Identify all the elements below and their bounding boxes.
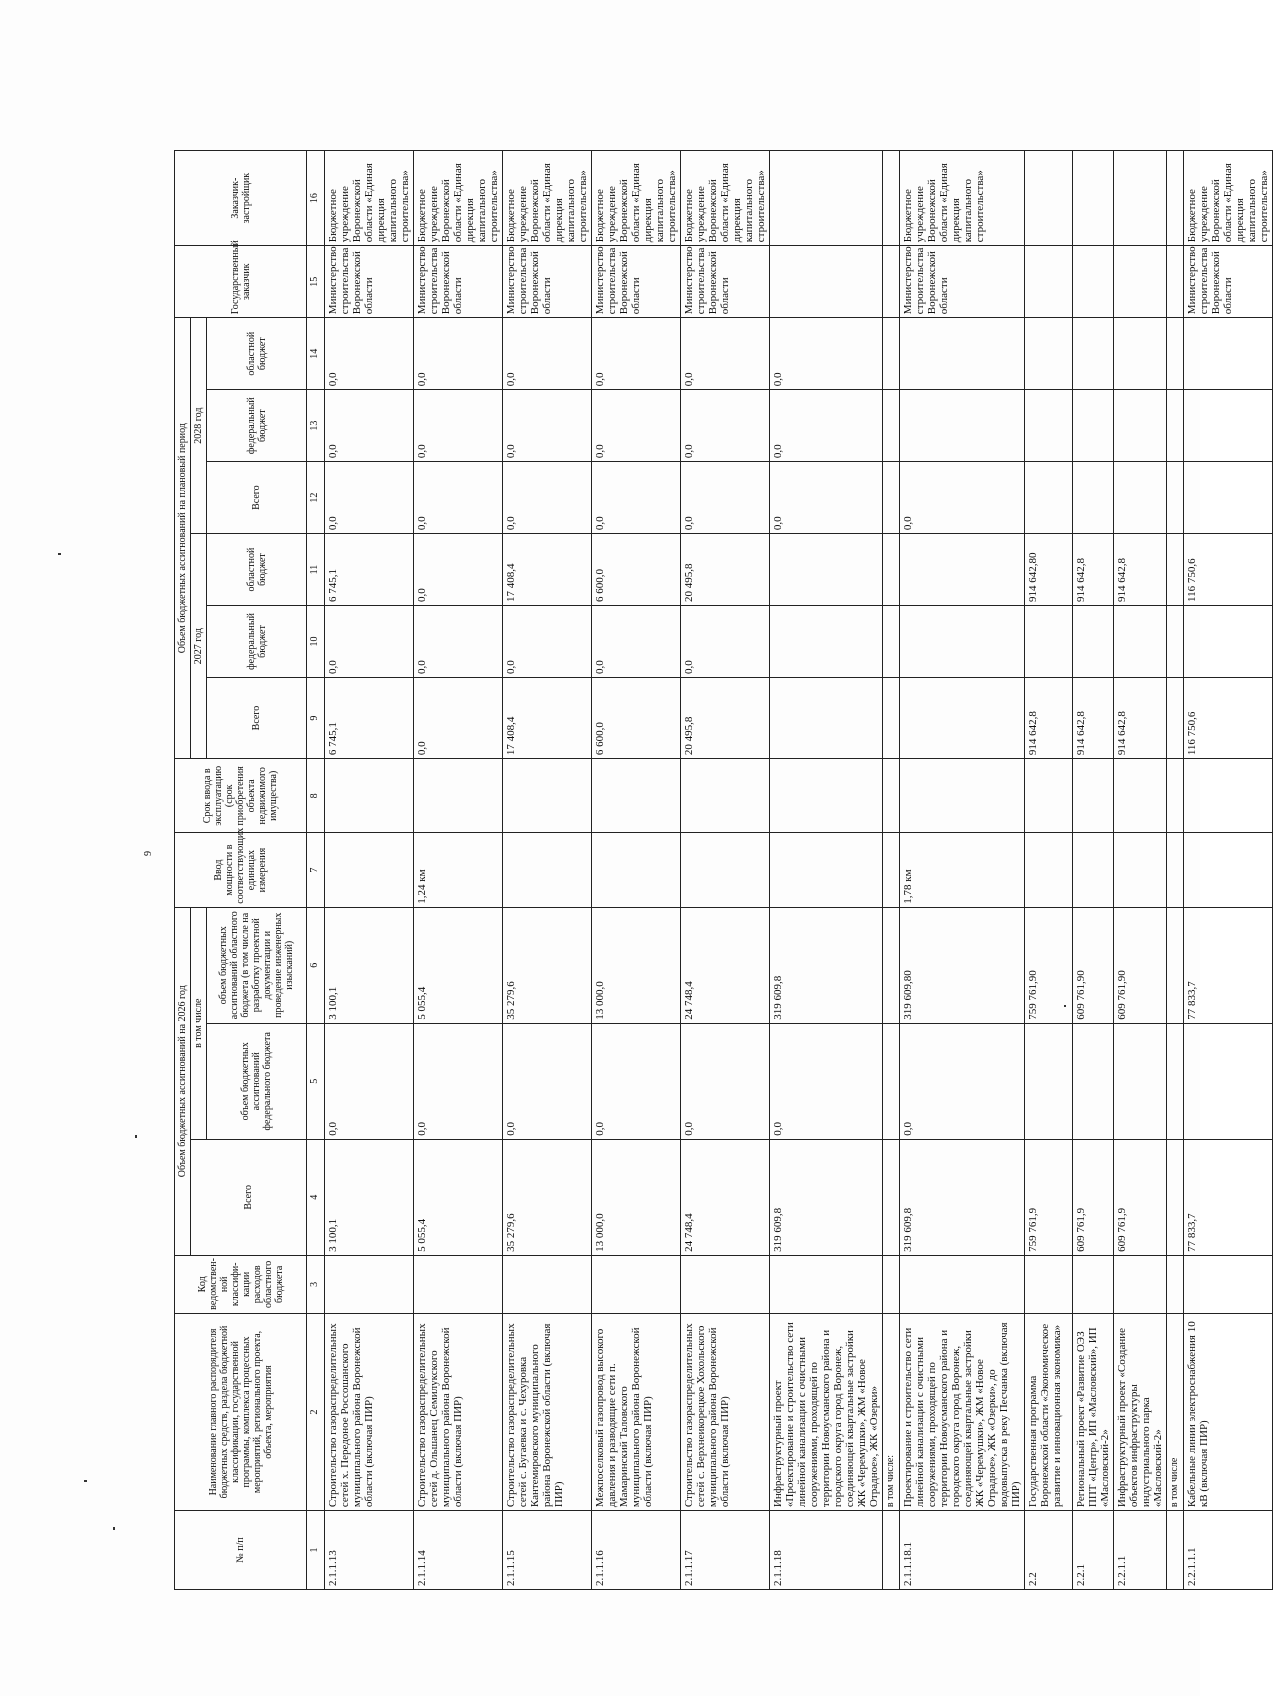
cell-f28 xyxy=(1073,390,1114,462)
cell-num: 2.1.1.14 xyxy=(414,1511,503,1590)
header-2026-federal: объем бюджетных ассигнований федерального бюджета xyxy=(207,1023,307,1139)
cell-code xyxy=(681,1255,770,1313)
header-customer: Государственный заказчик xyxy=(175,246,307,318)
column-number: 10 xyxy=(307,606,325,678)
header-2028-total: Всего xyxy=(207,462,307,534)
cell-cust: Министерство строительства Воронежской области xyxy=(1184,246,1273,318)
cell-f26 xyxy=(1073,1023,1114,1139)
cell-dev: Бюджетное учреждение Воронежской области «Единая дирекция капитального строительства» xyxy=(900,151,1025,246)
column-number: 2 xyxy=(307,1313,325,1510)
cell-f26 xyxy=(1184,1023,1273,1139)
cell-dev xyxy=(1114,151,1167,246)
cell-num: 2.2.1 xyxy=(1073,1511,1114,1590)
cell-r27: 0,0 xyxy=(414,534,503,606)
cell-f28: 0,0 xyxy=(681,390,770,462)
cell-cap: 1,78 км xyxy=(900,833,1025,907)
cell-r26: 24 748,4 xyxy=(681,907,770,1023)
cell-f26 xyxy=(1167,1023,1184,1139)
cell-t26 xyxy=(883,1139,900,1255)
cell-code xyxy=(325,1255,414,1313)
table-row xyxy=(503,151,592,1590)
cell-dev xyxy=(770,151,883,246)
cell-f27: 0,0 xyxy=(681,606,770,678)
cell-cust xyxy=(1073,246,1114,318)
cell-name: Кабельные линии электроснабжения 10 кВ (включая ПИР) xyxy=(1184,1313,1273,1510)
header-name: Наименование главного распорядителя бюджетных средств, раздела бюджетной классификации, государственной программы, комплекса процессных мероприятий, регионального проекта, объекта, мероприятия xyxy=(175,1313,307,1510)
cell-t27: 116 750,6 xyxy=(1184,677,1273,758)
cell-date xyxy=(1114,759,1167,833)
header-2026-regional: объем бюджетных ассигнований областного бюджета (в том числе на разработку проектной документации и проведение инженерных изысканий) xyxy=(207,907,307,1023)
cell-f27: 0,0 xyxy=(325,606,414,678)
cell-t26: 319 609,8 xyxy=(770,1139,883,1255)
cell-f26: 0,0 xyxy=(900,1023,1025,1139)
cell-t28 xyxy=(1114,462,1167,534)
cell-name: Строительство газораспределительных сетей с. Бугаевка и с. Чехуровка Кантемировского муниципального района Воронежской области (включая ПИР) xyxy=(503,1313,592,1510)
cell-f27 xyxy=(883,606,900,678)
cell-name: Строительство газораспределительных сетей д. Ольшанец Семилукского муниципального района Воронежской области (включая ПИР) xyxy=(414,1313,503,1510)
cell-t27: 0,0 xyxy=(414,677,503,758)
cell-r26: 759 761,90 xyxy=(1025,907,1073,1023)
cell-dev: Бюджетное учреждение Воронежской области «Единая дирекция капитального строительства» xyxy=(592,151,681,246)
cell-code xyxy=(503,1255,592,1313)
cell-cap xyxy=(503,833,592,907)
header-2028-regional: областной бюджет xyxy=(207,318,307,390)
cell-num: 2.2 xyxy=(1025,1511,1073,1590)
header-group-2026: Объем бюджетных ассигнований на 2026 год xyxy=(175,907,191,1255)
cell-f27 xyxy=(900,606,1025,678)
cell-r28: 0,0 xyxy=(325,318,414,390)
cell-r26: 609 761,90 xyxy=(1114,907,1167,1023)
cell-r28: 0,0 xyxy=(414,318,503,390)
cell-name: Строительство газораспределительных сетей х. Передоное Россошанского муниципального района Воронежской области (включая ПИР) xyxy=(325,1313,414,1510)
cell-r26: 5 055,4 xyxy=(414,907,503,1023)
cell-f28: 0,0 xyxy=(592,390,681,462)
cell-r27: 914 642,8 xyxy=(1114,534,1167,606)
cell-num: 2.1.1.18 xyxy=(770,1511,883,1590)
header-commissioning: Срок ввода в эксплуатацию (срок приобретения объекта недвижимого имущества) xyxy=(175,759,307,833)
cell-f26: 0,0 xyxy=(681,1023,770,1139)
cell-f26 xyxy=(883,1023,900,1139)
cell-t27 xyxy=(900,677,1025,758)
cell-num: 2.2.1.1 xyxy=(1114,1511,1167,1590)
cell-dev xyxy=(883,151,900,246)
table-header xyxy=(175,151,325,1590)
cell-dev xyxy=(1025,151,1073,246)
cell-t27: 20 495,8 xyxy=(681,677,770,758)
cell-r28 xyxy=(900,318,1025,390)
cell-code xyxy=(1184,1255,1273,1313)
cell-code xyxy=(1114,1255,1167,1313)
cell-name: в том числе xyxy=(1167,1313,1184,1510)
cell-t28: 0,0 xyxy=(770,462,883,534)
cell-t26: 77 833,7 xyxy=(1184,1139,1273,1255)
cell-t26: 759 761,9 xyxy=(1025,1139,1073,1255)
cell-f28 xyxy=(1167,390,1184,462)
cell-cust xyxy=(1025,246,1073,318)
column-number: 8 xyxy=(307,759,325,833)
cell-t26: 3 100,1 xyxy=(325,1139,414,1255)
column-number: 1 xyxy=(307,1511,325,1590)
cell-f27 xyxy=(770,606,883,678)
cell-r27 xyxy=(900,534,1025,606)
table-row xyxy=(325,151,414,1590)
cell-code xyxy=(770,1255,883,1313)
column-number: 11 xyxy=(307,534,325,606)
column-number: 13 xyxy=(307,390,325,462)
cell-f28 xyxy=(1114,390,1167,462)
cell-t26: 609 761,9 xyxy=(1073,1139,1114,1255)
cell-date xyxy=(325,759,414,833)
cell-dev: Бюджетное учреждение Воронежской области «Единая дирекция капитального строительства» xyxy=(414,151,503,246)
cell-f27 xyxy=(1114,606,1167,678)
cell-r27 xyxy=(770,534,883,606)
table-row xyxy=(414,151,503,1590)
cell-t26: 609 761,9 xyxy=(1114,1139,1167,1255)
header-2028-federal: федеральный бюджет xyxy=(207,390,307,462)
cell-code xyxy=(592,1255,681,1313)
cell-date xyxy=(414,759,503,833)
cell-f27 xyxy=(1073,606,1114,678)
cell-f26: 0,0 xyxy=(414,1023,503,1139)
cell-cust: Министерство строительства Воронежской области xyxy=(325,246,414,318)
header-2026-total: Всего xyxy=(191,1139,307,1255)
cell-f26: 0,0 xyxy=(503,1023,592,1139)
header-year-2027: 2027 год xyxy=(191,534,207,759)
cell-t27 xyxy=(883,677,900,758)
cell-r28: 0,0 xyxy=(770,318,883,390)
cell-r28 xyxy=(1184,318,1273,390)
cell-dev: Бюджетное учреждение Воронежской области «Единая дирекция капитального строительства» xyxy=(1184,151,1273,246)
cell-r26: 13 000,0 xyxy=(592,907,681,1023)
cell-r26: 609 761,90 xyxy=(1073,907,1114,1023)
table-row xyxy=(1184,151,1273,1590)
cell-r26: 319 609,80 xyxy=(900,907,1025,1023)
cell-code xyxy=(900,1255,1025,1313)
cell-t27 xyxy=(1167,677,1184,758)
cell-f27 xyxy=(1184,606,1273,678)
cell-code xyxy=(1025,1255,1073,1313)
cell-date xyxy=(592,759,681,833)
cell-cap xyxy=(1025,833,1073,907)
table-row xyxy=(900,151,1025,1590)
header-num: № п/п xyxy=(175,1511,307,1590)
cell-name: Проектирование и строительство сети линейной канализации с очистными сооружениями, проходящей по территории Новоусманского района и городского округа город Воронеж, соединяющей квартальные застройки ЖК «Черемушки», ЖМ «Новое Отрадное», ЖК «Озерки», до водовыпуска в реку Песчанка (включая ПИР) xyxy=(900,1313,1025,1510)
cell-r26: 319 609,8 xyxy=(770,907,883,1023)
cell-cust: Министерство строительства Воронежской области xyxy=(414,246,503,318)
table-row xyxy=(1025,151,1073,1590)
rotated-table-wrapper xyxy=(174,150,1270,1590)
cell-r28 xyxy=(883,318,900,390)
cell-r27: 914 642,8 xyxy=(1073,534,1114,606)
cell-cap xyxy=(592,833,681,907)
column-number: 9 xyxy=(307,677,325,758)
cell-dev: Бюджетное учреждение Воронежской области «Единая дирекция капитального строительства» xyxy=(503,151,592,246)
cell-name: Строительство газораспределительных сетей с. Верхнеикорецкое Хохольского муниципального района Воронежской области (включая ПИР) xyxy=(681,1313,770,1510)
header-2027-regional: областной бюджет xyxy=(207,534,307,606)
cell-r26 xyxy=(1167,907,1184,1023)
table-row xyxy=(681,151,770,1590)
cell-cap xyxy=(325,833,414,907)
cell-date xyxy=(900,759,1025,833)
cell-r28 xyxy=(1114,318,1167,390)
budget-table xyxy=(174,150,1273,1590)
cell-num: 2.1.1.17 xyxy=(681,1511,770,1590)
cell-f27: 0,0 xyxy=(414,606,503,678)
cell-t27: 6 745,1 xyxy=(325,677,414,758)
cell-f26: 0,0 xyxy=(592,1023,681,1139)
cell-cap xyxy=(1184,833,1273,907)
cell-date xyxy=(1167,759,1184,833)
cell-num xyxy=(883,1511,900,1590)
cell-num: 2.1.1.13 xyxy=(325,1511,414,1590)
cell-cap xyxy=(1167,833,1184,907)
column-number: 12 xyxy=(307,462,325,534)
cell-num: 2.1.1.18.1 xyxy=(900,1511,1025,1590)
cell-f26 xyxy=(1114,1023,1167,1139)
cell-t28 xyxy=(1025,462,1073,534)
scan-speck xyxy=(113,1527,115,1530)
cell-cust: Министерство строительства Воронежской области xyxy=(681,246,770,318)
cell-t28: 0,0 xyxy=(900,462,1025,534)
cell-name: Инфраструктурный проект «Проектирование и строительство сети линейной канализации с очистными сооружениями, проходящей по территории Новоусманского района и городского округа город Воронеж, соединяющей квартальные застройки ЖК «Черемушки», ЖМ «Новое Отрадное», ЖК «Озерки» xyxy=(770,1313,883,1510)
cell-t28 xyxy=(1167,462,1184,534)
cell-r26: 77 833,7 xyxy=(1184,907,1273,1023)
table-row xyxy=(1073,151,1114,1590)
cell-name: Региональный проект «Развитие ОЭЗ ППТ «Центр», ИП «Масловский», ИП «Масловский-2» xyxy=(1073,1313,1114,1510)
cell-t26: 13 000,0 xyxy=(592,1139,681,1255)
header-2027-federal: федеральный бюджет xyxy=(207,606,307,678)
cell-cust: Министерство строительства Воронежской области xyxy=(592,246,681,318)
cell-cap xyxy=(681,833,770,907)
cell-cust xyxy=(1167,246,1184,318)
cell-t27: 914 642,8 xyxy=(1025,677,1073,758)
cell-code xyxy=(1167,1255,1184,1313)
cell-t27: 914 642,8 xyxy=(1114,677,1167,758)
cell-num xyxy=(1167,1511,1184,1590)
cell-cust xyxy=(1114,246,1167,318)
cell-cust: Министерство строительства Воронежской области xyxy=(503,246,592,318)
cell-code xyxy=(1073,1255,1114,1313)
column-number: 15 xyxy=(307,246,325,318)
cell-num: 2.1.1.15 xyxy=(503,1511,592,1590)
cell-num: 2.2.1.1.1 xyxy=(1184,1511,1273,1590)
cell-t28: 0,0 xyxy=(592,462,681,534)
cell-code xyxy=(414,1255,503,1313)
cell-cust xyxy=(770,246,883,318)
cell-cap: 1,24 км xyxy=(414,833,503,907)
cell-r27 xyxy=(883,534,900,606)
cell-r26: 3 100,1 xyxy=(325,907,414,1023)
cell-dev: Бюджетное учреждение Воронежской области «Единая дирекция капитального строительства» xyxy=(681,151,770,246)
cell-date xyxy=(770,759,883,833)
cell-t28 xyxy=(1184,462,1273,534)
scan-speck xyxy=(58,553,61,555)
cell-cap xyxy=(770,833,883,907)
cell-r28 xyxy=(1073,318,1114,390)
cell-r27: 6 600,0 xyxy=(592,534,681,606)
table-body xyxy=(325,151,1273,1590)
cell-date xyxy=(883,759,900,833)
cell-r27: 17 408,4 xyxy=(503,534,592,606)
cell-f28: 0,0 xyxy=(503,390,592,462)
cell-cap xyxy=(1073,833,1114,907)
cell-r28 xyxy=(1025,318,1073,390)
cell-name: Межпоселковый газопровод высокого давления и разводящие сети п. Мамаринский Таловского муниципального района Воронежской области (включая ПИР) xyxy=(592,1313,681,1510)
cell-num: 2.1.1.16 xyxy=(592,1511,681,1590)
scan-speck xyxy=(84,1480,87,1482)
header-group-plan: Объем бюджетных ассигнований на плановый период xyxy=(175,318,191,759)
cell-t26: 319 609,8 xyxy=(900,1139,1025,1255)
cell-cap xyxy=(1114,833,1167,907)
table-row xyxy=(592,151,681,1590)
cell-t27: 6 600,0 xyxy=(592,677,681,758)
cell-r28: 0,0 xyxy=(681,318,770,390)
cell-f26: 0,0 xyxy=(770,1023,883,1139)
cell-dev xyxy=(1167,151,1184,246)
cell-f28: 0,0 xyxy=(770,390,883,462)
header-year-2028: 2028 год xyxy=(191,318,207,534)
cell-dev xyxy=(1073,151,1114,246)
cell-r27: 914 642,80 xyxy=(1025,534,1073,606)
column-number: 7 xyxy=(307,833,325,907)
cell-r28: 0,0 xyxy=(592,318,681,390)
header-developer: Заказчик-застройщик xyxy=(175,151,307,246)
page-number: 9 xyxy=(143,851,154,856)
cell-f28 xyxy=(1184,390,1273,462)
header-code: Код ведомствен-ной классифи-кации расходов областного бюджета xyxy=(175,1255,307,1313)
cell-f26: 0,0 xyxy=(325,1023,414,1139)
cell-name: Государственная программа Воронежской области «Экономическое развитие и инновационная экономика» xyxy=(1025,1313,1073,1510)
cell-t27: 17 408,4 xyxy=(503,677,592,758)
cell-t26 xyxy=(1167,1139,1184,1255)
cell-f28 xyxy=(900,390,1025,462)
header-2027-total: Всего xyxy=(207,677,307,758)
table-row xyxy=(1167,151,1184,1590)
cell-f27 xyxy=(1025,606,1073,678)
cell-date xyxy=(1025,759,1073,833)
cell-date xyxy=(1073,759,1114,833)
cell-r27 xyxy=(1167,534,1184,606)
table-row xyxy=(1114,151,1167,1590)
cell-t26: 35 279,6 xyxy=(503,1139,592,1255)
cell-r28 xyxy=(1167,318,1184,390)
column-number-row xyxy=(307,151,325,1590)
cell-code xyxy=(883,1255,900,1313)
cell-cust: Министерство строительства Воронежской области xyxy=(900,246,1025,318)
cell-name: Инфраструктурный проект «Создание объектов инфраструктуры индустриального парка «Масловский-2» xyxy=(1114,1313,1167,1510)
cell-t27: 914 642,8 xyxy=(1073,677,1114,758)
column-number: 5 xyxy=(307,1023,325,1139)
cell-r27: 116 750,6 xyxy=(1184,534,1273,606)
header-in-that-number: в том числе xyxy=(191,907,207,1139)
cell-cap xyxy=(883,833,900,907)
cell-t28 xyxy=(883,462,900,534)
header-capacity: Ввод мощности в соответствующих единицах измерения xyxy=(175,833,307,907)
table-row xyxy=(883,151,900,1590)
cell-f28: 0,0 xyxy=(325,390,414,462)
cell-f28 xyxy=(883,390,900,462)
cell-t28: 0,0 xyxy=(414,462,503,534)
cell-r26: 35 279,6 xyxy=(503,907,592,1023)
scan-speck xyxy=(135,1135,137,1138)
cell-r26 xyxy=(883,907,900,1023)
cell-date xyxy=(503,759,592,833)
cell-t28: 0,0 xyxy=(325,462,414,534)
column-number: 16 xyxy=(307,151,325,246)
cell-r27: 20 495,8 xyxy=(681,534,770,606)
cell-date xyxy=(681,759,770,833)
column-number: 3 xyxy=(307,1255,325,1313)
cell-r27: 6 745,1 xyxy=(325,534,414,606)
column-number: 6 xyxy=(307,907,325,1023)
cell-f28: 0,0 xyxy=(414,390,503,462)
cell-name: в том числе: xyxy=(883,1313,900,1510)
cell-cust xyxy=(883,246,900,318)
cell-t28 xyxy=(1073,462,1114,534)
cell-t27 xyxy=(770,677,883,758)
table-row xyxy=(770,151,883,1590)
cell-date xyxy=(1184,759,1273,833)
cell-dev: Бюджетное учреждение Воронежской области «Единая дирекция капитального строительства» xyxy=(325,151,414,246)
cell-t26: 5 055,4 xyxy=(414,1139,503,1255)
cell-r28: 0,0 xyxy=(503,318,592,390)
cell-f27 xyxy=(1167,606,1184,678)
column-number: 14 xyxy=(307,318,325,390)
cell-f28 xyxy=(1025,390,1073,462)
cell-t26: 24 748,4 xyxy=(681,1139,770,1255)
column-number: 4 xyxy=(307,1139,325,1255)
cell-f26 xyxy=(1025,1023,1073,1139)
cell-f27: 0,0 xyxy=(503,606,592,678)
cell-f27: 0,0 xyxy=(592,606,681,678)
cell-t28: 0,0 xyxy=(503,462,592,534)
cell-t28: 0,0 xyxy=(681,462,770,534)
